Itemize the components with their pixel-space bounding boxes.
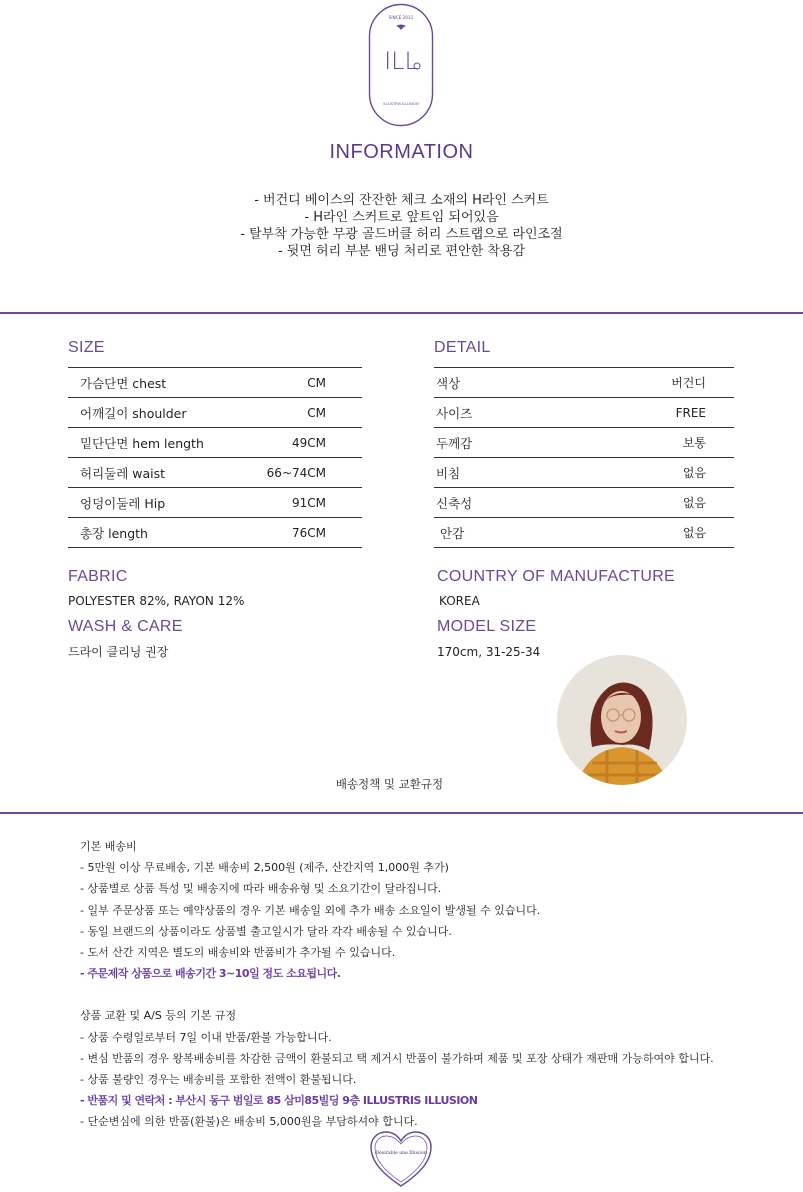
heart-stamp — [369, 1130, 433, 1188]
table-row — [434, 428, 734, 458]
size-label: 밑단단면 hem length — [80, 435, 204, 451]
table-row — [434, 458, 734, 488]
shipping-heading: 배송정책 및 교환규정 — [335, 777, 444, 791]
brand-logo — [368, 3, 434, 127]
detail-label: 신축성 — [436, 495, 473, 511]
policy-line: - 변심 반품의 경우 왕복배송비를 차감한 금액이 환불되고 택 제거시 반품이 불가하며 제품 및 포장 상태가 재판매 가능하여야 합니다. — [80, 1051, 714, 1065]
table-row — [68, 428, 362, 458]
size-value: CM — [307, 375, 326, 390]
size-label: 엉덩이둘레 Hip — [80, 495, 166, 511]
exchange-highlight: - 반품지 및 연락처 : 부산시 동구 범일로 85 삼미85빌딩 9층 ILLUSTRIS ILLUSION — [80, 1094, 478, 1108]
policy-line: - 상품 불량인 경우는 배송비를 포함한 전액이 환불됩니다. — [80, 1073, 357, 1087]
size-label: 어깨길이 shoulder — [80, 405, 187, 421]
detail-label: 안감 — [440, 525, 465, 541]
page-title: INFORMATION — [329, 141, 474, 163]
table-row — [68, 398, 362, 428]
policy-line: - 상품 수령일로부터 7일 이내 반품/환불 가능합니다. — [80, 1030, 332, 1044]
policy-text — [80, 836, 780, 1133]
detail-label: 사이즈 — [436, 405, 473, 421]
policy-line: - 도서 산간 지역은 별도의 배송비와 반품비가 추가될 수 있습니다. — [80, 946, 396, 960]
size-label: 가슴단면 chest — [80, 375, 167, 391]
model-title: MODEL SIZE — [437, 618, 537, 635]
intro-text — [0, 192, 803, 260]
intro-line: - 버건디 베이스의 잔잔한 체크 소재의 H라인 스커트 — [254, 193, 549, 208]
policy-line: - 단순변심에 의한 반품(환불)은 배송비 5,000원을 부담하셔야 합니다. — [80, 1115, 418, 1129]
detail-value: 없음 — [682, 466, 706, 480]
detail-value: FREE — [675, 405, 706, 420]
size-label: 총장 length — [80, 525, 148, 541]
fabric-value: POLYESTER 82%, RAYON 12% — [68, 594, 245, 608]
size-title: SIZE — [68, 339, 105, 356]
country-value: KOREA — [439, 594, 480, 608]
size-value: 91CM — [291, 495, 326, 510]
wash-title: WASH & CARE — [68, 618, 183, 635]
detail-title: DETAIL — [434, 339, 491, 356]
policy-line: - 일부 주문상품 또는 예약상품의 경우 기본 배송일 외에 추가 배송 소요일이 발생될 수 있습니다. — [80, 903, 541, 917]
intro-line: - H라인 스커트로 앞트임 되어있음 — [304, 210, 499, 225]
wash-value: 드라이 클리닝 권장 — [68, 645, 169, 659]
table-row — [68, 368, 362, 398]
size-table — [68, 367, 362, 548]
divider — [0, 312, 803, 314]
table-row — [434, 518, 734, 548]
intro-line: - 뒷면 허리 부분 밴딩 처리로 편안한 착용감 — [277, 244, 526, 259]
table-row — [434, 368, 734, 398]
model-photo — [557, 655, 687, 785]
table-row — [434, 488, 734, 518]
model-value: 170cm, 31-25-34 — [437, 645, 541, 659]
shipping-title: 기본 배송비 — [80, 840, 137, 853]
table-row — [68, 518, 362, 548]
detail-label: 비침 — [436, 465, 461, 481]
policy-line: - 동일 브랜드의 상품이라도 상품별 출고일시가 달라 각각 배송될 수 있습니다. — [80, 924, 452, 938]
size-label: 허리둘레 waist — [80, 465, 166, 481]
fabric-title: FABRIC — [68, 568, 128, 585]
size-value: 66~74CM — [266, 465, 326, 480]
detail-table — [434, 367, 734, 548]
policy-line: - 5만원 이상 무료배송, 기본 배송비 2,500원 (제주, 산간지역 1,000원 추가) — [80, 861, 449, 875]
planet-icon — [396, 25, 406, 31]
table-row — [68, 488, 362, 518]
logo-ring-bottom: ILLUSTRIS ILLUSION — [383, 102, 419, 106]
shipping-highlight: - 주문제작 상품으로 배송기간 3~10일 정도 소요됩니다. — [80, 967, 341, 981]
divider — [0, 812, 803, 814]
intro-line: - 탈부착 가능한 무광 골드버클 허리 스트랩으로 라인조절 — [240, 227, 563, 242]
size-value: 76CM — [291, 525, 326, 540]
policy-line: - 상품별로 상품 특성 및 배송지에 따라 배송유형 및 소요기간이 달라집니다. — [80, 882, 442, 896]
detail-value: 보통 — [682, 436, 706, 450]
detail-value: 없음 — [682, 496, 706, 510]
detail-value: 버건디 — [671, 376, 706, 390]
logo-text: ILL — [384, 47, 418, 75]
country-title: COUNTRY OF MANUFACTURE — [437, 568, 676, 585]
table-row — [68, 458, 362, 488]
detail-value: 없음 — [682, 526, 706, 540]
size-value: CM — [307, 405, 326, 420]
heart-text: Désirable une Illusion — [375, 1151, 427, 1156]
detail-label: 색상 — [436, 375, 461, 391]
logo-ring-top: SINCE 2011 — [388, 15, 414, 20]
table-row — [434, 398, 734, 428]
exchange-title: 상품 교환 및 A/S 등의 기본 규정 — [80, 1009, 237, 1023]
size-value: 49CM — [291, 435, 326, 450]
detail-label: 두께감 — [436, 435, 473, 451]
